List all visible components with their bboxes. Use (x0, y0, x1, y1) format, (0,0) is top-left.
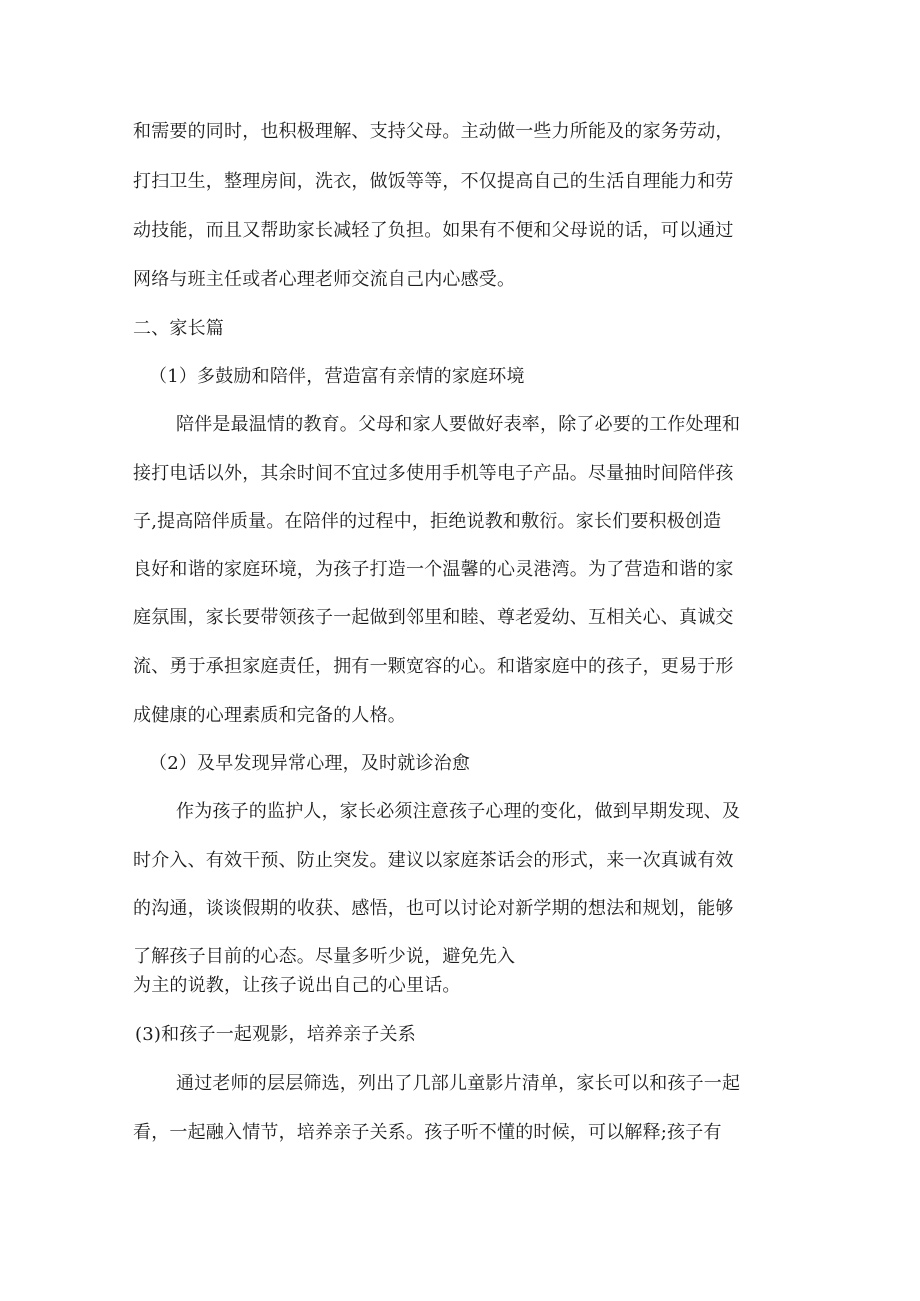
paragraph-line: 和需要的同时，也积极理解、支持父母。主动做一些力所能及的家务劳动， (133, 121, 734, 142)
subsection-heading: （1）多鼓励和陪伴，营造富有亲情的家庭环境 (149, 366, 525, 387)
paragraph-line: 作为孩子的监护人，家长必须注意孩子心理的变化，做到早期发现、及 (176, 801, 741, 822)
paragraph-line: 良好和谐的家庭环境，为孩子打造一个温馨的心灵港湾。为了营造和谐的家 (133, 559, 734, 580)
paragraph-line: 的沟通，谈谈假期的收获、感悟，也可以讨论对新学期的想法和规划，能够 (133, 898, 734, 919)
paragraph-line: 看，一起融入情节，培养亲子关系。孩子听不懂的时候，可以解释;孩子有 (133, 1122, 722, 1143)
paragraph-line: 了解孩子目前的心态。尽量多听少说，避免先入 (133, 946, 516, 967)
section-heading: 二、家长篇 (133, 318, 224, 339)
paragraph-line: 通过老师的层层筛选，列出了几部儿童影片清单，家长可以和孩子一起 (176, 1073, 741, 1094)
paragraph-line: 为主的说教，让孩子说出自己的心里话。 (133, 975, 461, 996)
paragraph-line: 打扫卫生，整理房间，洗衣，做饭等等，不仅提高自己的生活自理能力和劳 (133, 171, 734, 192)
paragraph-line: 流、勇于承担家庭责任，拥有一颗宽容的心。和谐家庭中的孩子，更易于形 (133, 656, 734, 677)
paragraph-line: 接打电话以外，其余时间不宜过多使用手机等电子产品。尽量抽时间陪伴孩 (133, 463, 734, 484)
paragraph-line: 网络与班主任或者心理老师交流自己内心感受。 (133, 269, 516, 290)
subsection-heading: （2）及早发现异常心理，及时就诊治愈 (149, 753, 471, 774)
paragraph-line: 动技能，而且又帮助家长减轻了负担。如果有不便和父母说的话，可以通过 (133, 220, 734, 241)
paragraph-line: 陪伴是最温情的教育。父母和家人要做好表率，除了必要的工作处理和 (176, 414, 741, 435)
paragraph-line: 时介入、有效干预、防止突发。建议以家庭茶话会的形式，来一次真诚有效 (133, 850, 734, 871)
subsection-heading: (3)和孩子一起观影，培养亲子关系 (135, 1024, 416, 1045)
paragraph-line: 子,提高陪伴质量。在陪伴的过程中，拒绝说教和敷衍。家长们要积极创造 (133, 511, 722, 532)
paragraph-line: 庭氛围，家长要带领孩子一起做到邻里和睦、尊老爱幼、互相关心、真诚交 (133, 607, 734, 628)
paragraph-line: 成健康的心理素质和完备的人格。 (133, 705, 406, 726)
